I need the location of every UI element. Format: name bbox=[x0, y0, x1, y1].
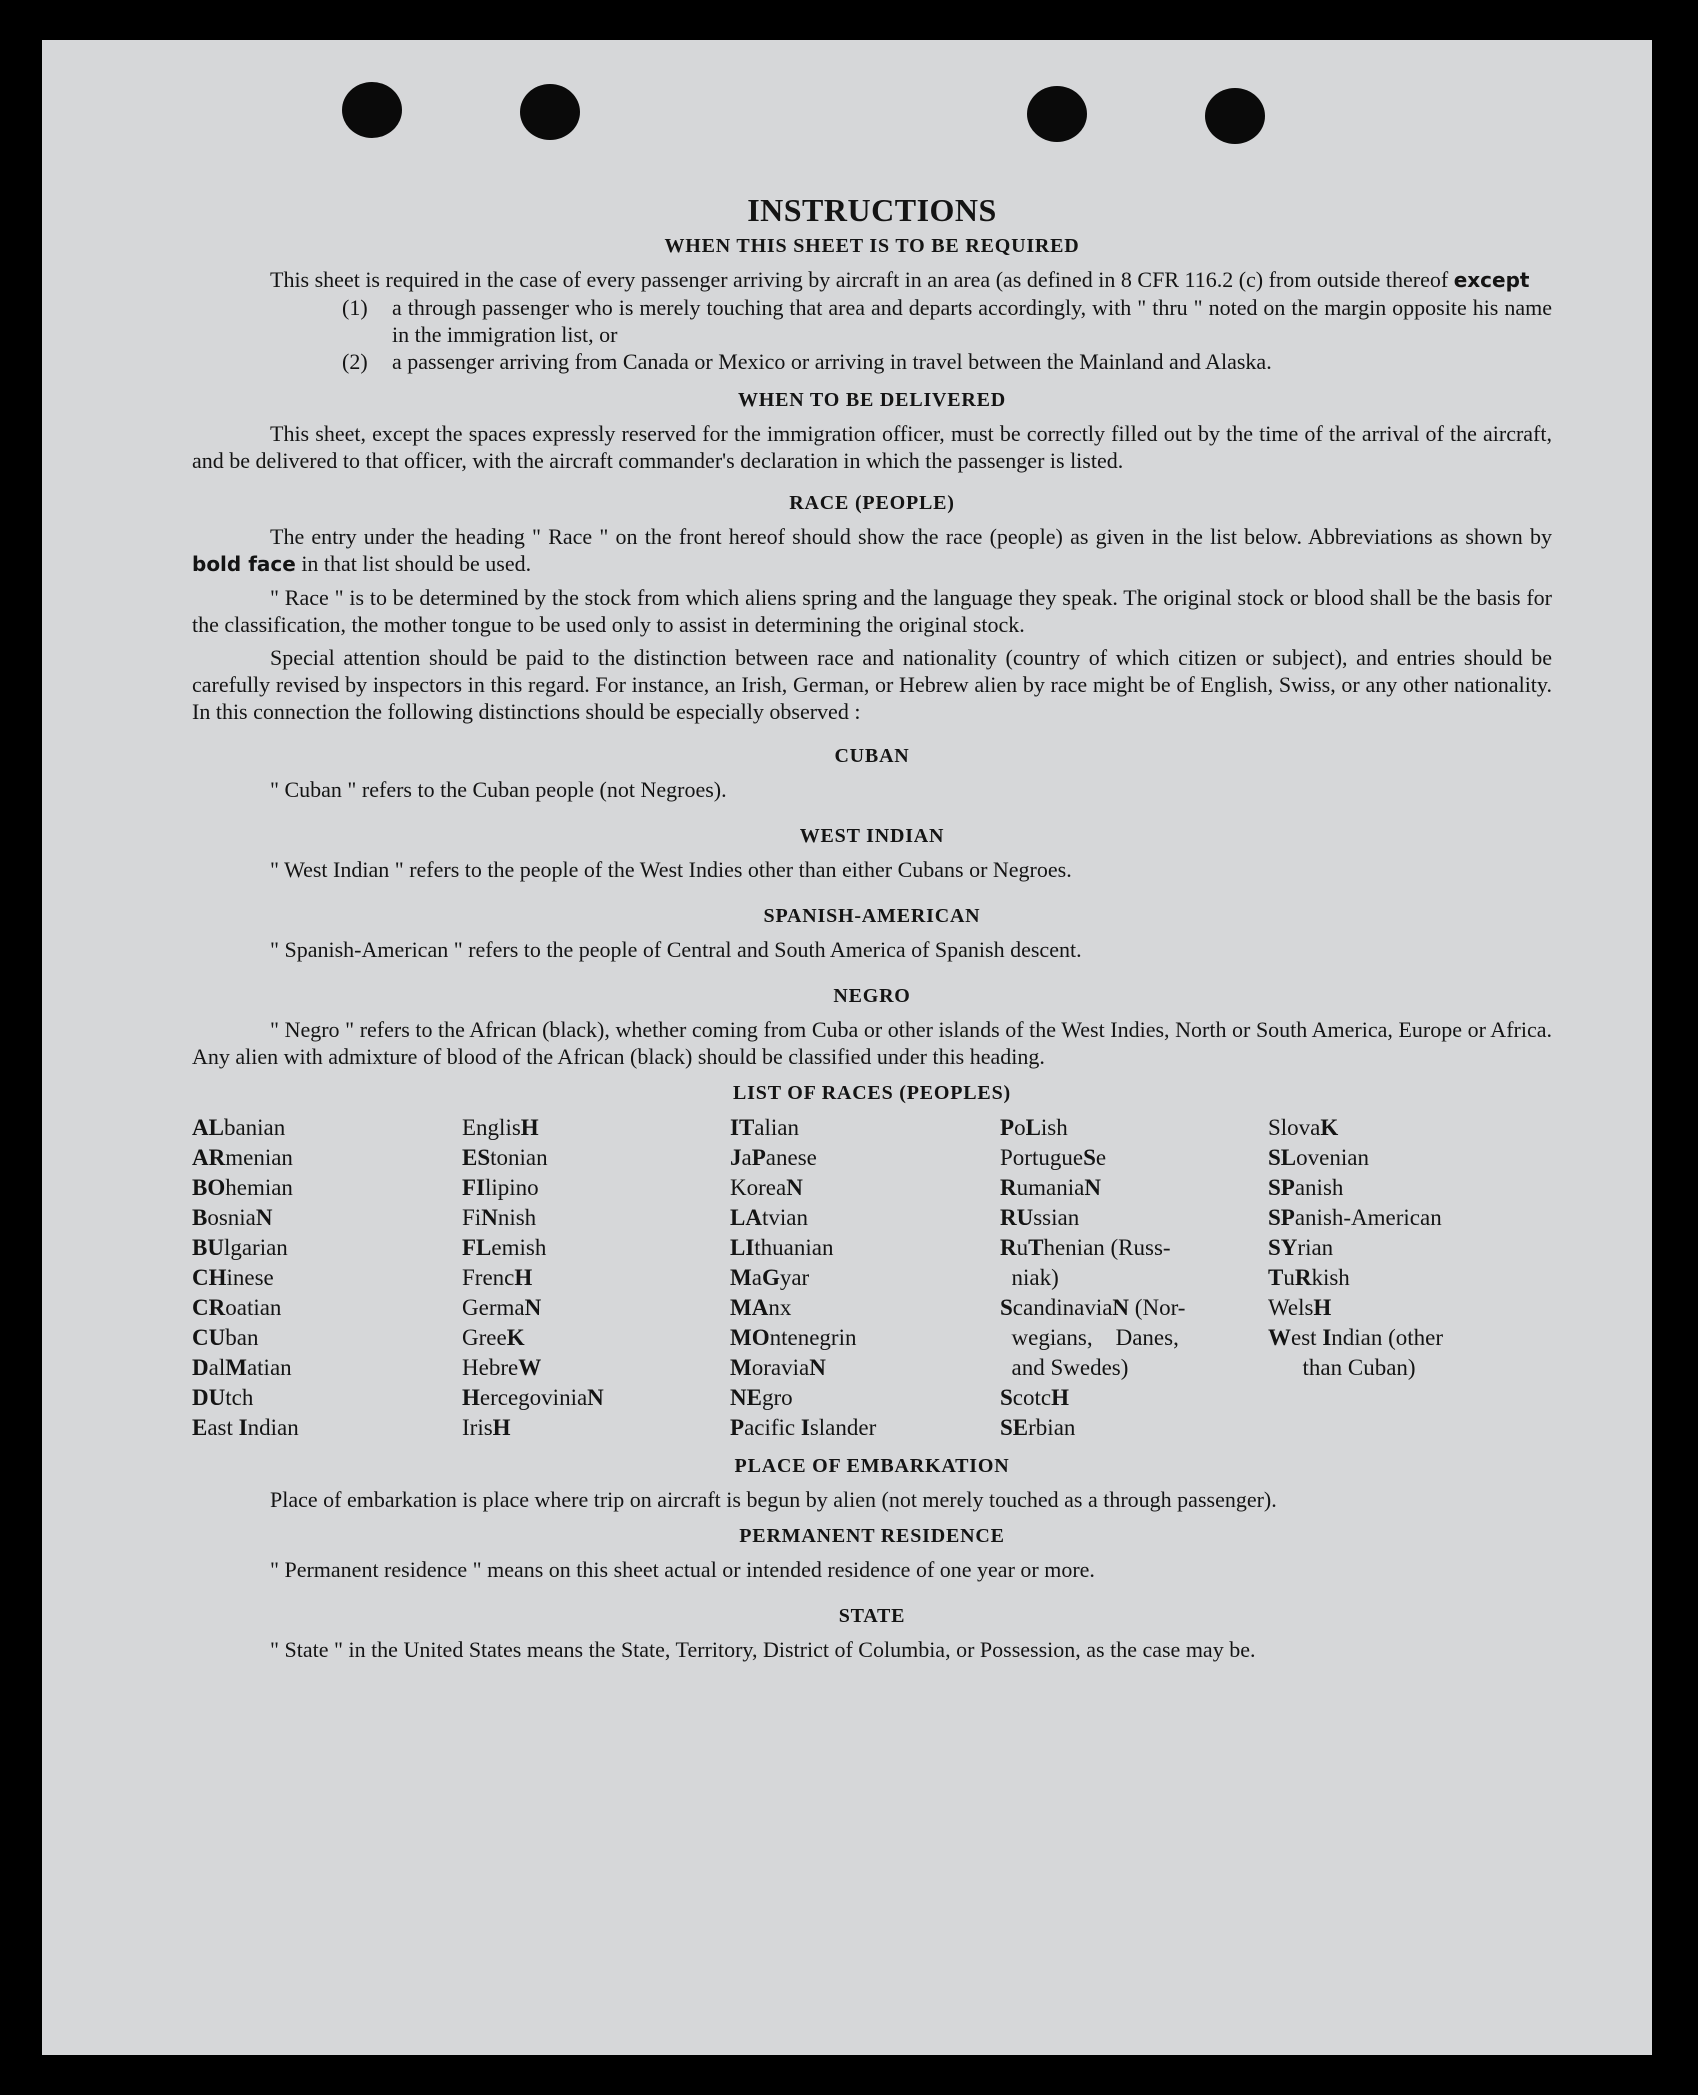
section-heading-when-required: WHEN THIS SHEET IS TO BE REQUIRED bbox=[664, 235, 1080, 257]
state-text: " State " in the United States means the State, Territory, District of Columbia, or Possession, as the case may be. bbox=[270, 1637, 1256, 1662]
section-heading-negro: NEGRO bbox=[833, 985, 911, 1007]
clause-1: (1) a through passenger who is merely touching that area and departs accordingly, with " thru " noted on the margin opposite his name in the immigration list, or bbox=[342, 295, 1552, 347]
race-entry: Pacific Islander bbox=[730, 1415, 877, 1440]
race-entry: GermaN bbox=[462, 1295, 542, 1320]
race-entry: East Indian bbox=[192, 1415, 299, 1440]
section-heading-race: RACE (PEOPLE) bbox=[789, 492, 955, 514]
race-entry: BUlgarian bbox=[192, 1235, 288, 1260]
race-entry: SPanish-American bbox=[1268, 1205, 1442, 1230]
race-entry: PortugueSe bbox=[1000, 1145, 1107, 1170]
race-entry: NEgro bbox=[730, 1385, 793, 1410]
punch-hole bbox=[342, 82, 402, 138]
instructions-content bbox=[192, 150, 1552, 1663]
race-entry: CHinese bbox=[192, 1265, 274, 1290]
race-entry: CUban bbox=[192, 1325, 259, 1350]
permanent-residence-text: " Permanent residence " means on this sheet actual or intended residence of one year or more. bbox=[270, 1557, 1095, 1582]
race-entry: BosniaN bbox=[192, 1205, 273, 1230]
punch-hole bbox=[520, 84, 580, 140]
race-entry: FIlipino bbox=[462, 1175, 539, 1200]
spanish-american-text: " Spanish-American " refers to the people of Central and South America of Spanish descent. bbox=[270, 937, 1082, 962]
when-delivered-text: This sheet, except the spaces expressly reserved for the immigration officer, must be correctly filled out by the time of the arrival of the aircraft, and be delivered to that officer, with the aircraft commander's declaration in which the passenger is listed. bbox=[192, 421, 1552, 473]
when-required-intro: This sheet is required in the case of every passenger arriving by aircraft in an area (as defined in 8 CFR 116.2 (c) from outside thereof except bbox=[270, 267, 1530, 292]
race-entry: SlovaK bbox=[1268, 1115, 1339, 1140]
race-entry: DUtch bbox=[192, 1385, 254, 1410]
races-column bbox=[730, 1113, 1000, 1443]
race-entry: HercegoviniaN bbox=[462, 1385, 604, 1410]
race-entry: RUssian bbox=[1000, 1205, 1080, 1230]
race-entry: LAtvian bbox=[730, 1205, 808, 1230]
section-heading-when-delivered: WHEN TO BE DELIVERED bbox=[737, 389, 1007, 411]
section-heading-spanish-american: SPANISH-AMERICAN bbox=[763, 905, 981, 927]
clause-2: (2) a passenger arriving from Canada or Mexico or arriving in travel between the Mainland and Alaska. bbox=[342, 349, 1272, 374]
race-entry: EStonian bbox=[462, 1145, 548, 1170]
race-entry: SErbian bbox=[1000, 1415, 1076, 1440]
race-entry: PoLish bbox=[1000, 1115, 1068, 1140]
race-entry: ScandinaviaN (Nor- wegians, Danes, and Swedes) bbox=[1000, 1295, 1186, 1380]
races-column bbox=[1268, 1113, 1538, 1443]
races-column bbox=[462, 1113, 730, 1443]
punch-hole bbox=[1027, 86, 1087, 142]
race-entry: SPanish bbox=[1268, 1175, 1344, 1200]
race-entry: CRoatian bbox=[192, 1295, 282, 1320]
race-entry: TuRkish bbox=[1268, 1265, 1350, 1290]
section-heading-cuban: CUBAN bbox=[834, 745, 910, 767]
race-entry: EnglisH bbox=[462, 1115, 539, 1140]
section-heading-list-of-races: LIST OF RACES (PEOPLES) bbox=[733, 1082, 1011, 1104]
race-entry: FLemish bbox=[462, 1235, 547, 1260]
embarkation-text: Place of embarkation is place where trip on aircraft is begun by alien (not merely touched as a through passenger). bbox=[270, 1487, 1277, 1512]
race-entry: RumaniaN bbox=[1000, 1175, 1101, 1200]
race-entry: WelsH bbox=[1268, 1295, 1332, 1320]
races-list bbox=[192, 1113, 1552, 1443]
race-entry: LIthuanian bbox=[730, 1235, 834, 1260]
section-heading-west-indian: WEST INDIAN bbox=[799, 825, 945, 847]
race-paragraph-1: The entry under the heading " Race " on the front hereof should show the race (people) as given in the list below. Abbreviations as shown by bold face in that list should be used. bbox=[192, 524, 1552, 576]
document-sheet bbox=[42, 40, 1652, 2055]
negro-text: " Negro " refers to the African (black), whether coming from Cuba or other islands of the West Indies, North or South America, Europe or Africa. Any alien with admixture of blood of the African (black) should be classified under this heading. bbox=[192, 1017, 1552, 1069]
races-column bbox=[192, 1113, 462, 1443]
race-entry: FiNnish bbox=[462, 1205, 537, 1230]
race-entry: MOntenegrin bbox=[730, 1325, 857, 1350]
race-entry: ScotcH bbox=[1000, 1385, 1069, 1410]
race-entry: SLovenian bbox=[1268, 1145, 1369, 1170]
race-entry: ITalian bbox=[730, 1115, 799, 1140]
races-column bbox=[1000, 1113, 1268, 1443]
punch-hole bbox=[1205, 88, 1265, 144]
race-entry: GreeK bbox=[462, 1325, 525, 1350]
race-entry: MAnx bbox=[730, 1295, 792, 1320]
race-entry: MoraviaN bbox=[730, 1355, 826, 1380]
cuban-text: " Cuban " refers to the Cuban people (not Negroes). bbox=[270, 777, 727, 802]
race-entry: ALbanian bbox=[192, 1115, 286, 1140]
race-paragraph-3: Special attention should be paid to the distinction between race and nationality (country of which citizen or subject), and entries should be carefully revised by inspectors in this regard. For instance, an Irish, German, or Hebrew alien by race might be of English, Swiss, or any other nationality. In this connection the following distinctions should be especially observed : bbox=[192, 645, 1552, 724]
race-entry: JaPanese bbox=[730, 1145, 817, 1170]
race-entry: RuThenian (Russ- niak) bbox=[1000, 1235, 1171, 1290]
race-entry: DalMatian bbox=[192, 1355, 292, 1380]
west-indian-text: " West Indian " refers to the people of the West Indies other than either Cubans or Negroes. bbox=[270, 857, 1072, 882]
race-entry: West Indian (other than Cuban) bbox=[1268, 1325, 1444, 1380]
race-entry: ARmenian bbox=[192, 1145, 293, 1170]
race-entry: SYrian bbox=[1268, 1235, 1334, 1260]
race-paragraph-2: " Race " is to be determined by the stock from which aliens spring and the language they speak. The original stock or blood shall be the basis for the classification, the mother tongue to be used only to assist in determining the original stock. bbox=[192, 585, 1552, 637]
race-entry: HebreW bbox=[462, 1355, 542, 1380]
race-entry: FrencH bbox=[462, 1265, 533, 1290]
race-entry: MaGyar bbox=[730, 1265, 810, 1290]
section-heading-state: STATE bbox=[838, 1605, 906, 1627]
race-entry: IrisH bbox=[462, 1415, 511, 1440]
page-title: INSTRUCTIONS bbox=[747, 192, 997, 228]
section-heading-permanent-residence: PERMANENT RESIDENCE bbox=[739, 1525, 1005, 1547]
race-entry: KoreaN bbox=[730, 1175, 803, 1200]
section-heading-embarkation: PLACE OF EMBARKATION bbox=[734, 1455, 1010, 1477]
race-entry: BOhemian bbox=[192, 1175, 293, 1200]
